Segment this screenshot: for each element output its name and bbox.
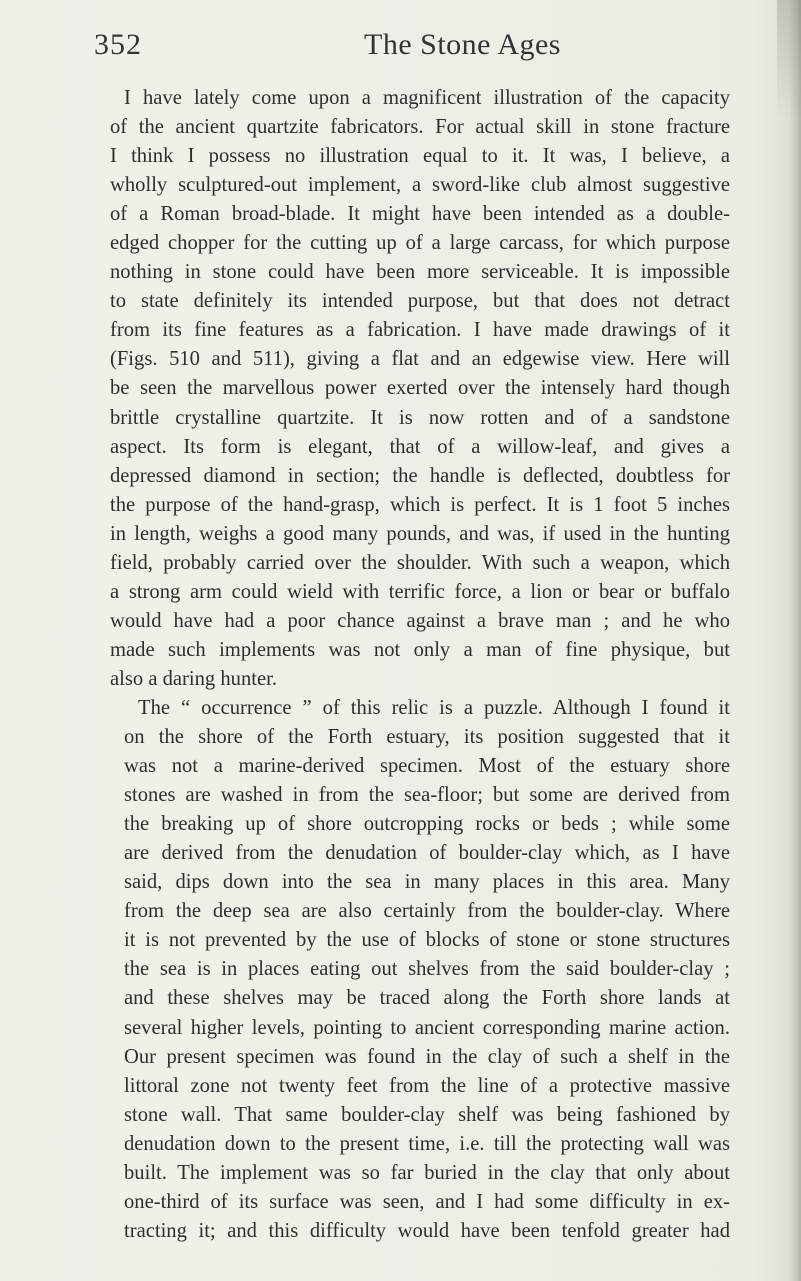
text-line: the breaking up of shore outcropping rocks or beds ; while some (124, 813, 730, 836)
text-line: the purpose of the hand-grasp, which is perfect. It is 1 foot 5 inches (110, 493, 730, 516)
body-text (110, 84, 730, 1246)
text-line: field, probably carried over the shoulder. With such a weapon, which (110, 551, 730, 574)
text-line: stones are washed in from the sea-floor; but some are derived from (124, 784, 730, 807)
page-number: 352 (94, 28, 142, 61)
text-line: tracting it; and this difficulty would have been tenfold greater had (124, 1219, 730, 1242)
text-line: be seen the marvellous power exerted over the intensely hard though (110, 377, 730, 400)
text-line: of a Roman broad-blade. It might have been intended as a double- (110, 203, 730, 226)
text-line: The “ occurrence ” of this relic is a puzzle. Although I found it (138, 696, 730, 719)
text-line: brittle crystalline quartzite. It is now rotten and of a sandstone (110, 406, 730, 429)
running-head (94, 28, 734, 72)
text-line: edged chopper for the cutting up of a large carcass, for which purpose (110, 232, 730, 255)
text-line: to state definitely its intended purpose, but that does not detract (110, 290, 730, 313)
running-title: The Stone Ages (364, 28, 561, 61)
text-line: nothing in stone could have been more serviceable. It is impossible (110, 261, 730, 284)
text-line: one-third of its surface was seen, and I had some difficulty in ex- (124, 1190, 730, 1213)
text-line: depressed diamond in section; the handle is deflected, doubtless for (110, 464, 730, 487)
paragraph-1 (110, 84, 730, 694)
text-line: from its fine features as a fabrication. I have made drawings of it (110, 319, 730, 342)
text-line: on the shore of the Forth estuary, its position suggested that it (124, 726, 730, 749)
text-line: denudation down to the present time, i.e. till the protecting wall was (124, 1132, 730, 1155)
text-line: also a daring hunter. (110, 667, 277, 690)
text-line: I have lately come upon a magnificent illustration of the capacity (124, 87, 730, 109)
text-line: the sea is in places eating out shelves from the said boulder-clay ; (124, 958, 730, 981)
paragraph-2 (110, 694, 730, 1246)
text-line: I think I possess no illustration equal to it. It was, I believe, a (110, 145, 730, 168)
text-line: and these shelves may be traced along the Forth shore lands at (124, 987, 730, 1010)
text-line: built. The implement was so far buried in the clay that only about (124, 1161, 730, 1184)
text-line: stone wall. That same boulder-clay shelf was being fashioned by (124, 1103, 730, 1126)
text-line: said, dips down into the sea in many places in this area. Many (124, 871, 730, 894)
text-line: made such implements was not only a man of fine physique, but (110, 638, 730, 661)
text-line: it is not prevented by the use of blocks of stone or stone structures (124, 929, 730, 952)
text-line: of the ancient quartzite fabricators. For actual skill in stone fracture (110, 116, 730, 139)
text-line: a strong arm could wield with terrific force, a lion or bear or buffalo (110, 580, 730, 603)
page-edge-shadow (789, 0, 801, 1281)
text-line: are derived from the denudation of boulder-clay which, as I have (124, 842, 730, 865)
text-line: wholly sculptured-out implement, a sword-like club almost suggestive (110, 174, 730, 197)
text-line: aspect. Its form is elegant, that of a willow-leaf, and gives a (110, 435, 730, 458)
page-corner-shadow (777, 0, 801, 120)
text-line: (Figs. 510 and 511), giving a flat and an edgewise view. Here will (110, 348, 730, 371)
text-line: several higher levels, pointing to ancient corresponding marine action. (124, 1016, 730, 1039)
text-line: Our present specimen was found in the clay of such a shelf in the (124, 1045, 730, 1068)
text-line: littoral zone not twenty feet from the line of a protective massive (124, 1074, 730, 1097)
text-line: in length, weighs a good many pounds, and was, if used in the hunting (110, 522, 730, 545)
text-line: was not a marine-derived specimen. Most of the estuary shore (124, 755, 730, 778)
text-line: would have had a poor chance against a brave man ; and he who (110, 609, 730, 632)
text-line: from the deep sea are also certainly from the boulder-clay. Where (124, 900, 730, 923)
